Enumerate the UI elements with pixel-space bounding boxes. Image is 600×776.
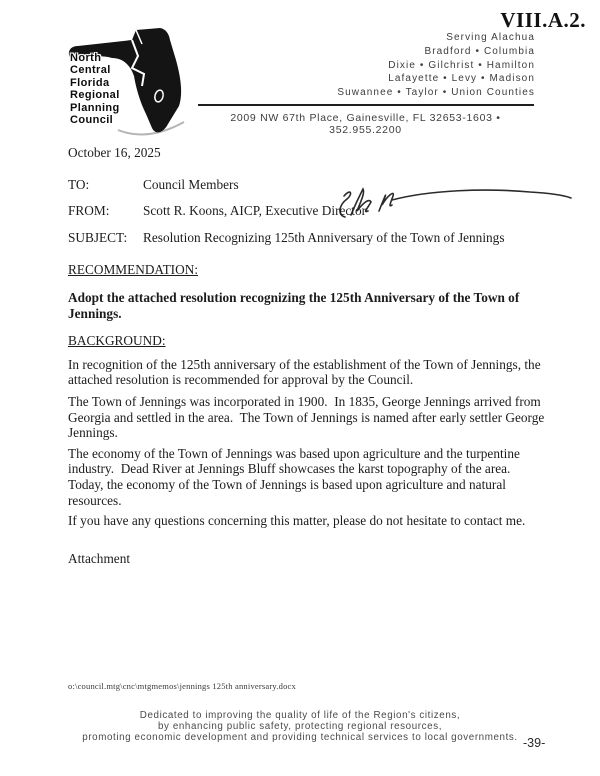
field-label: FROM: bbox=[68, 203, 110, 219]
field-value: Council Members bbox=[143, 176, 239, 192]
memo-body bbox=[68, 145, 546, 566]
attachment-note: Attachment bbox=[68, 550, 131, 566]
background-heading: BACKGROUND: bbox=[68, 333, 166, 349]
serving-line: Bradford • Columbia bbox=[424, 45, 535, 57]
org-name-line: Council bbox=[70, 114, 114, 127]
serving-counties bbox=[337, 31, 535, 100]
memo-date: October 16, 2025 bbox=[68, 145, 161, 160]
page-number: -39- bbox=[523, 736, 546, 750]
org-name bbox=[70, 52, 120, 126]
field-to bbox=[68, 177, 546, 193]
org-address: 2009 NW 67th Place, Gainesville, FL 32653-1603 • 352.955.2200 bbox=[230, 112, 501, 136]
dedication-line: promoting economic development and providing technical services to local governments. bbox=[82, 731, 518, 743]
field-label: SUBJECT: bbox=[68, 229, 128, 245]
org-logo bbox=[62, 12, 210, 138]
memo-fields bbox=[68, 177, 546, 246]
org-name-line: Florida bbox=[70, 76, 110, 89]
dedication-statement bbox=[0, 711, 600, 743]
background-paragraph: The Town of Jennings was incorporated in 1900. In 1835, George Jennings arrived from Georgia and settled in the area. The Town of Jennings is named after early settler George Jennings. bbox=[68, 393, 548, 441]
background-paragraph: The economy of the Town of Jennings was based upon agriculture and the turpentine industry. Dead River at Jennings Bluff showcases the karst topography of the area. Today, the economy of the Town of Jennings is based upon agriculture and natural resources. bbox=[68, 445, 524, 508]
serving-line: Dixie • Gilchrist • Hamilton bbox=[388, 59, 535, 71]
header-divider bbox=[198, 104, 534, 106]
org-name-line: Central bbox=[70, 64, 111, 77]
recommendation-text: Adopt the attached resolution recognizing the 125th Anniversary of the Town of Jennings. bbox=[68, 289, 520, 321]
recommendation-heading: RECOMMENDATION: bbox=[68, 262, 199, 278]
dedication-line: Dedicated to improving the quality of life of the Region's citizens, bbox=[139, 710, 461, 721]
field-value: Resolution Recognizing 125th Anniversary of the Town of Jennings bbox=[143, 229, 505, 245]
org-name-line: Regional bbox=[70, 89, 120, 102]
document-file-path: o:\council.mtg\cnc\mtgmemos\jennings 125th anniversary.docx bbox=[68, 681, 296, 691]
serving-line: Suwannee • Taylor • Union Counties bbox=[337, 87, 535, 99]
org-name-line: North bbox=[70, 52, 102, 64]
field-label: TO: bbox=[68, 176, 90, 192]
org-name-line: Planning bbox=[70, 101, 120, 114]
field-value: Scott R. Koons, AICP, Executive Director bbox=[143, 203, 367, 219]
serving-line: Serving Alachua bbox=[446, 32, 535, 43]
serving-line: Lafayette • Levy • Madison bbox=[388, 73, 535, 85]
dedication-line: by enhancing public safety, protecting regional resources, bbox=[157, 720, 443, 732]
agenda-item-number: VIII.A.2. bbox=[500, 8, 586, 32]
closing-paragraph: If you have any questions concerning this matter, please do not hesitate to contact me. bbox=[68, 513, 526, 529]
field-subject bbox=[68, 230, 546, 246]
field-from bbox=[68, 203, 546, 219]
background-paragraph: In recognition of the 125th anniversary of the establishment of the Town of Jennings, the attached resolution is recommended for approval by the Council. bbox=[68, 356, 544, 388]
